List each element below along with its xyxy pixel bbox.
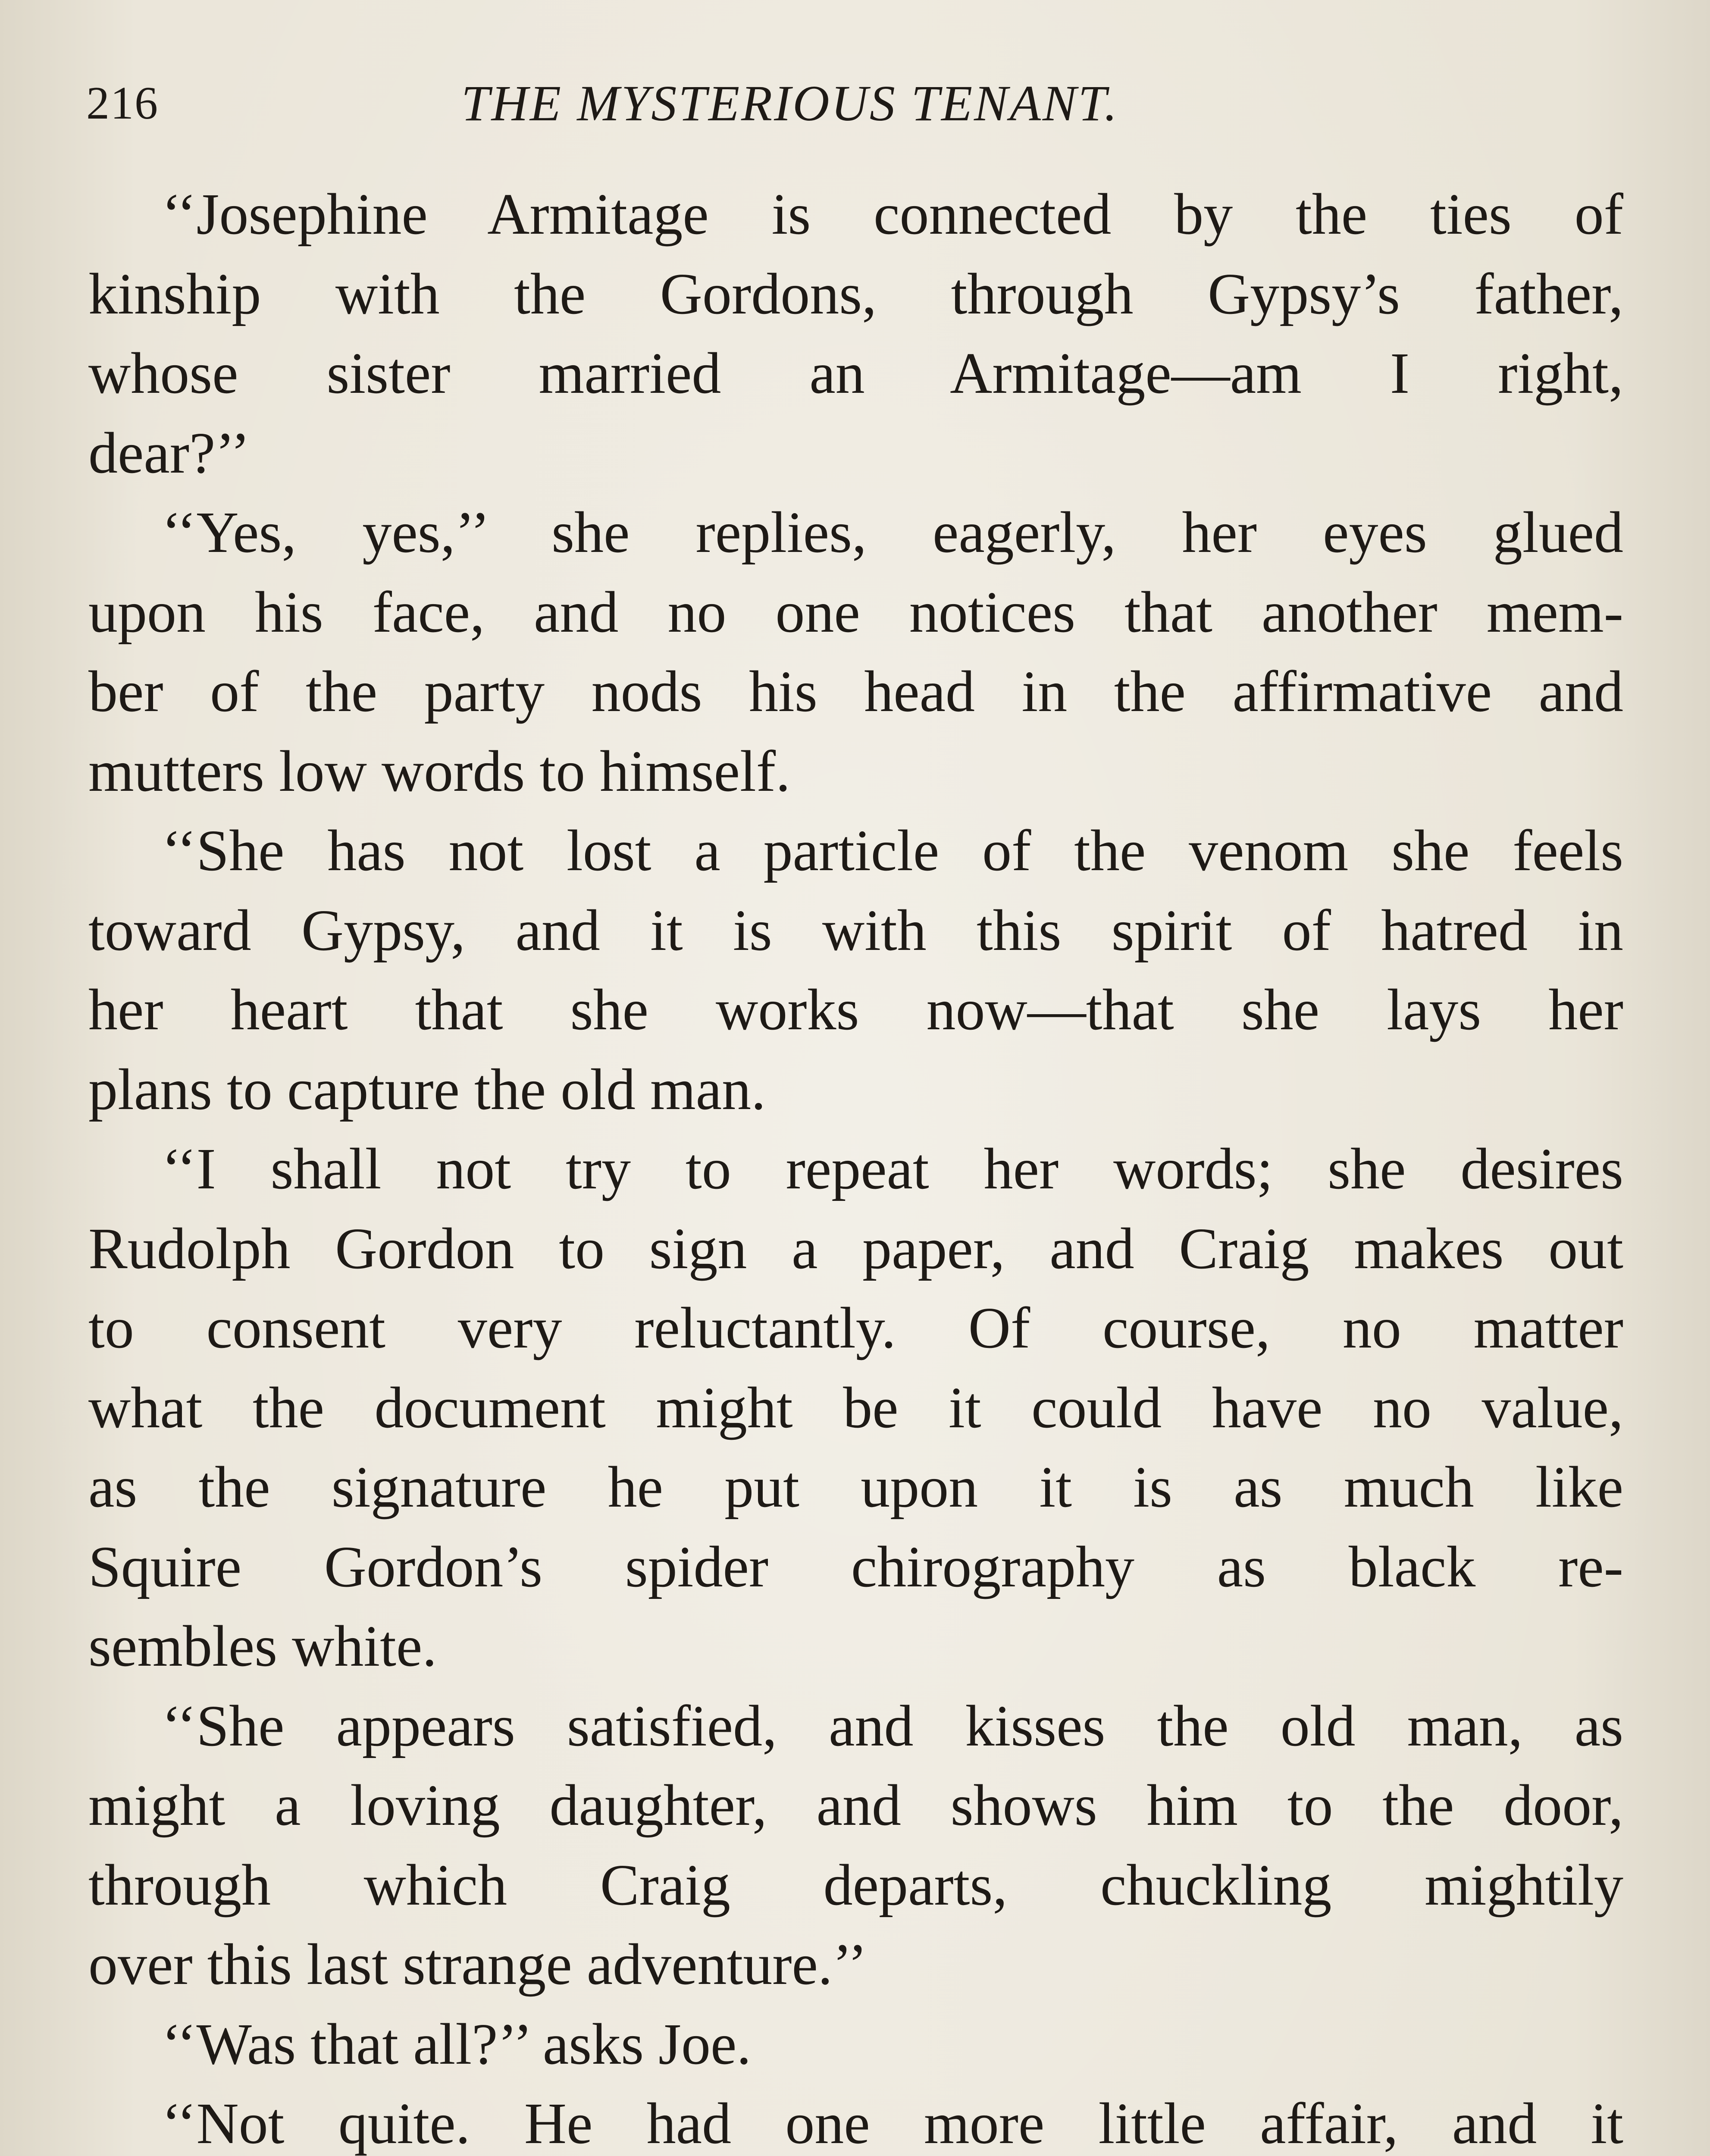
text-line: ‘‘Josephine Armitage is connected by the ties of bbox=[162, 182, 1623, 247]
text-line: mutters low words to himself. bbox=[88, 739, 791, 804]
text-line: what the document might be it could have no value, bbox=[88, 1375, 1623, 1440]
text-line: ‘‘Not quite. He had one more little affair, and it bbox=[162, 2091, 1623, 2156]
text-line: Rudolph Gordon to sign a paper, and Craig makes out bbox=[88, 1216, 1623, 1281]
text-line: through which Craig departs, chuckling mightily bbox=[88, 1852, 1623, 1918]
body-text bbox=[88, 175, 1623, 2156]
text-line: ‘‘I shall not try to repeat her words; she desires bbox=[162, 1137, 1623, 1201]
text-line: ‘‘Was that all?’’ asks Joe. bbox=[162, 2012, 752, 2077]
text-line: ‘‘She has not lost a particle of the venom she feels bbox=[162, 818, 1623, 883]
running-title: THE MYSTERIOUS TENANT. bbox=[461, 75, 1119, 132]
text-line: toward Gypsy, and it is with this spirit of hatred in bbox=[88, 898, 1623, 963]
text-line: kinship with the Gordons, through Gypsy’s father, bbox=[88, 261, 1623, 326]
text-line: ‘‘Yes, yes,’’ she replies, eagerly, her eyes glued bbox=[162, 500, 1623, 565]
text-line: ber of the party nods his head in the affirmative and bbox=[88, 659, 1623, 724]
text-line: ‘‘She appears satisfied, and kisses the old man, as bbox=[162, 1693, 1623, 1758]
page-number: 216 bbox=[86, 78, 159, 129]
text-line: upon his face, and no one notices that another mem- bbox=[88, 580, 1623, 645]
text-line: to consent very reluctantly. Of course, no matter bbox=[88, 1296, 1623, 1360]
text-line: whose sister married an Armitage—am I right, bbox=[88, 341, 1623, 406]
text-line: as the signature he put upon it is as much like bbox=[88, 1455, 1623, 1520]
text-line: her heart that she works now—that she lays her bbox=[88, 978, 1623, 1042]
text-line: sembles white. bbox=[88, 1614, 437, 1679]
text-line: plans to capture the old man. bbox=[88, 1057, 766, 1122]
text-line: Squire Gordon’s spider chirography as black re- bbox=[88, 1534, 1623, 1599]
page-header bbox=[86, 73, 1621, 134]
text-line: might a loving daughter, and shows him to the door, bbox=[88, 1773, 1623, 1838]
text-line: over this last strange adventure.’’ bbox=[88, 1932, 868, 1997]
text-line: dear?’’ bbox=[88, 420, 250, 486]
